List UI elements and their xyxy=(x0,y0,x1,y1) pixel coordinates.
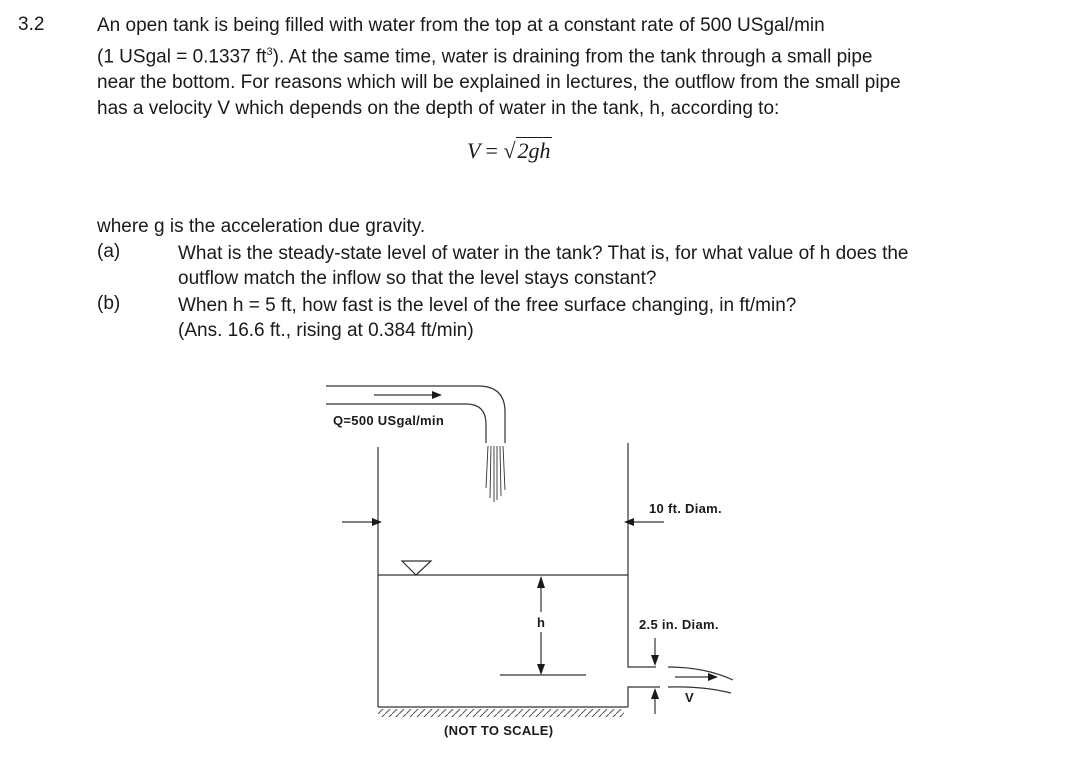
part-b-line-1: When h = 5 ft, how fast is the level of the free surface changing, in ft/min? xyxy=(178,295,797,316)
problem-number: 3.2 xyxy=(18,14,45,35)
ground-hatching xyxy=(378,709,624,717)
part-a-line-1: What is the steady-state level of water in the tank? That is, for what value of h does the xyxy=(178,243,909,264)
outflow-jet-upper xyxy=(668,667,733,680)
where-text: where g is the acceleration due gravity. xyxy=(97,216,426,237)
depth-label: h xyxy=(537,615,546,630)
pipe-diameter-label: 2.5 in. Diam. xyxy=(639,617,719,632)
conversion-text: (1 USgal = 0.1337 ft xyxy=(97,46,267,68)
equation-radicand: 2gh xyxy=(517,138,551,163)
inflow-label: Q=500 USgal/min xyxy=(333,413,445,428)
water-level-symbol xyxy=(402,561,431,575)
equation-equals: = xyxy=(485,138,498,163)
part-a-label: (a) xyxy=(97,241,121,262)
falling-water xyxy=(486,446,505,502)
part-b-line-2: (Ans. 16.6 ft., rising at 0.384 ft/min) xyxy=(178,320,474,341)
equation-radical: √ xyxy=(503,138,516,163)
tank-right-wall xyxy=(628,443,656,667)
equation-lhs: V xyxy=(467,138,481,163)
intro-line-1: An open tank is being filled with water from the top at a constant rate of 500 USgal/min xyxy=(97,15,825,36)
outflow-jet-lower xyxy=(668,687,731,693)
arrowheads xyxy=(372,391,718,699)
intro-line-3: near the bottom. For reasons which will be explained in lectures, the outflow from the small pipe xyxy=(97,72,901,94)
part-b-label: (b) xyxy=(97,293,121,314)
intro-line-2-rest: ). At the same time, water is draining from the tank through a small pipe xyxy=(272,46,873,68)
tank-diameter-label: 10 ft. Diam. xyxy=(649,501,722,516)
part-a-line-2: outflow match the inflow so that the level stays constant? xyxy=(178,268,657,289)
scale-note: (NOT TO SCALE) xyxy=(444,723,554,738)
velocity-label: V xyxy=(685,690,694,705)
intro-line-4: has a velocity V which depends on the depth of water in the tank, h, according to: xyxy=(97,98,780,120)
conversion-exponent: 3 xyxy=(266,46,273,58)
